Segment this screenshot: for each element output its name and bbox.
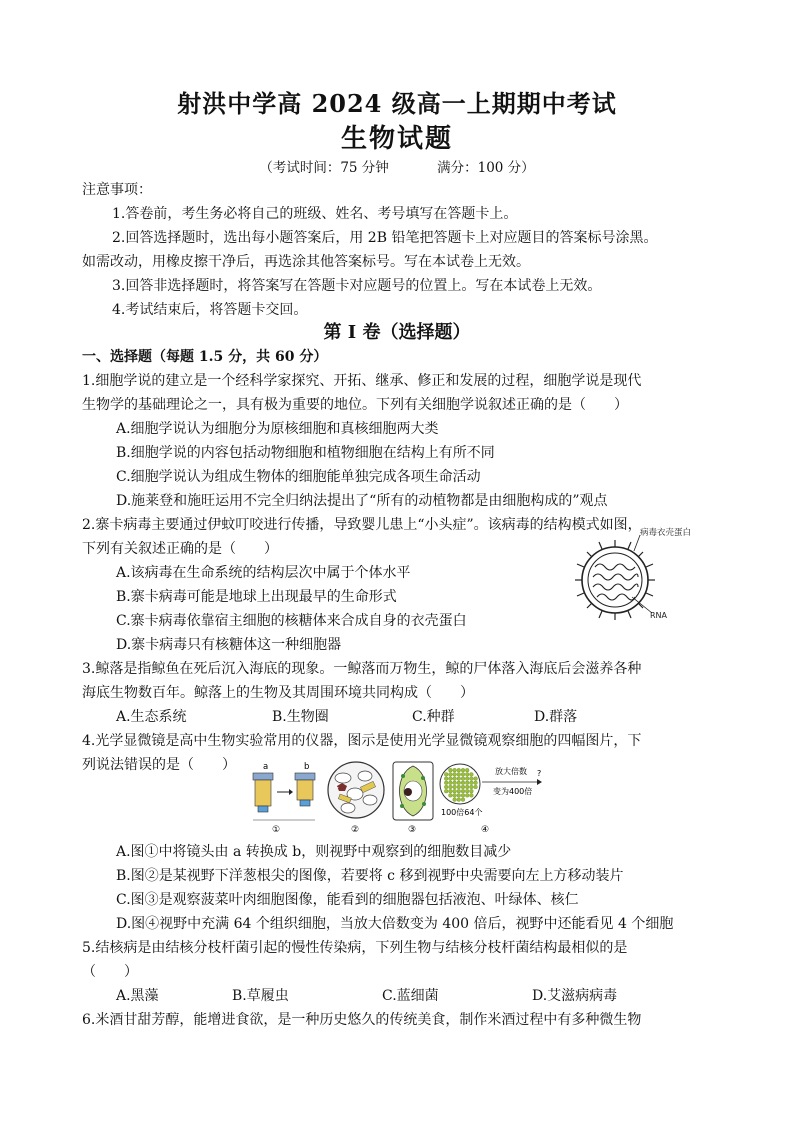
tissue-cell bbox=[465, 785, 469, 789]
tissue-cell bbox=[461, 768, 465, 772]
q5-option-d: D.艾滋病病毒 bbox=[532, 988, 618, 1004]
tissue-cell bbox=[444, 785, 448, 789]
q1-option-b: B.细胞学说的内容包括动物细胞和植物细胞在结构上有所不同 bbox=[116, 445, 495, 461]
q3-option-c: C.种群 bbox=[412, 709, 455, 725]
tissue-cell bbox=[453, 785, 457, 789]
tissue-cell bbox=[449, 794, 453, 798]
q4-option-a: A.图①中将镜头由 a 转换成 b，则视野中观察到的细胞数目减少 bbox=[116, 844, 512, 860]
tissue-cell bbox=[453, 789, 457, 793]
q5-option-a: A.黑藻 bbox=[116, 988, 159, 1004]
tissue-cell bbox=[470, 773, 474, 777]
note-item: 4.考试结束后，将答题卡交回。 bbox=[112, 302, 308, 318]
note-item: 1.答卷前，考生务必将自己的班级、姓名、考号填写在答题卡上。 bbox=[112, 206, 518, 222]
q1-option-d: D.施莱登和施旺运用不完全归纳法提出了“所有的动植物都是由细胞构成的”观点 bbox=[116, 493, 608, 509]
q1-stem: 1.细胞学说的建立是一个经科学家探究、开拓、继承、修正和发展的过程，细胞学说是现代 bbox=[82, 373, 642, 389]
tissue-cell bbox=[457, 773, 461, 777]
tissue-cell bbox=[457, 785, 461, 789]
q2-stem: 2.寨卡病毒主要通过伊蚊叮咬进行传播，导致婴儿患上“小头症”。该病毒的结构模式如图， bbox=[82, 517, 642, 533]
tissue-cell bbox=[457, 798, 461, 802]
tissue-cell bbox=[453, 768, 457, 772]
tissue-cell bbox=[474, 785, 478, 789]
exam-subject: 生物试题 bbox=[340, 124, 453, 154]
tissue-cell bbox=[453, 781, 457, 785]
label-a: a bbox=[263, 762, 269, 772]
q1-option-c: C.细胞学说认为组成生物体的细胞能单独完成各项生命活动 bbox=[116, 469, 481, 485]
q2-option-d: D.寨卡病毒只有核糖体这一种细胞器 bbox=[116, 637, 342, 653]
q4-option-b: B.图②是某视野下洋葱根尖的图像，若要将 c 移到视野中央需要向左上方移动装片 bbox=[116, 868, 624, 884]
objective-lens-a bbox=[253, 762, 273, 812]
tissue-cell bbox=[465, 777, 469, 781]
tissue-cell bbox=[457, 789, 461, 793]
tissue-cell bbox=[449, 777, 453, 781]
tissue-cell bbox=[461, 773, 465, 777]
tissue-cell bbox=[444, 773, 448, 777]
tissue-cell bbox=[461, 781, 465, 785]
note-item: 如需改动，用橡皮擦干净后，再选涂其他答案标号。写在本试卷上无效。 bbox=[82, 254, 530, 270]
virus-capsid-label: 病毒衣壳蛋白 bbox=[640, 528, 692, 538]
exam-info bbox=[0, 156, 794, 176]
cell-count-label: 100倍64个 bbox=[441, 808, 483, 817]
tissue-cell bbox=[449, 781, 453, 785]
arrow-icon bbox=[482, 779, 542, 785]
q3-stem: 3.鲸落是指鲸鱼在死后沉入海底的现象。一鲸落而万物生，鲸的尸体落入海底后会滋养各种 bbox=[82, 661, 642, 677]
tissue-cell bbox=[449, 768, 453, 772]
cell-field-view bbox=[440, 764, 480, 804]
question-mark: ? bbox=[537, 769, 542, 778]
q4-option-d: D.图④视野中充满 64 个组织细胞，当放大倍数变为 400 倍后，视野中还能看见 4 个细胞 bbox=[116, 916, 674, 932]
tissue-cell bbox=[453, 773, 457, 777]
leaf-cell-view bbox=[393, 762, 433, 820]
tissue-cell bbox=[465, 768, 469, 772]
tissue-cell bbox=[444, 777, 448, 781]
tissue-cell bbox=[449, 773, 453, 777]
label-c: c bbox=[335, 782, 339, 790]
part-heading: 一、选择题（每题 1.5 分，共 60 分） bbox=[82, 349, 328, 365]
tissue-cell bbox=[453, 798, 457, 802]
tissue-cell bbox=[461, 777, 465, 781]
note-item: 3.回答非选择题时，将答案写在答题卡对应题号的位置上。写在本试卷上无效。 bbox=[112, 278, 602, 294]
magnification-label: 变为400倍 bbox=[493, 787, 533, 796]
virus-diagram bbox=[560, 525, 710, 625]
q2-stem: 下列有关叙述正确的是（ ） bbox=[82, 541, 278, 557]
tissue-cell bbox=[449, 789, 453, 793]
virus-rna-label: RNA bbox=[650, 611, 668, 620]
tissue-cell bbox=[470, 785, 474, 789]
arrow-icon bbox=[277, 789, 293, 795]
virus-rna bbox=[593, 564, 638, 600]
q5-option-b: B.草履虫 bbox=[232, 988, 289, 1004]
q5-options bbox=[116, 986, 617, 1006]
tissue-cell bbox=[461, 785, 465, 789]
figure-number-3: ③ bbox=[408, 825, 417, 835]
label-b: b bbox=[304, 762, 310, 772]
q3-option-b: B.生物圈 bbox=[272, 709, 329, 725]
figure-number-2: ② bbox=[351, 825, 360, 835]
tissue-cell bbox=[470, 777, 474, 781]
notes-heading: 注意事项： bbox=[82, 182, 152, 198]
q3-option-d: D.群落 bbox=[534, 709, 578, 725]
q3-option-a: A.生态系统 bbox=[116, 709, 187, 725]
tissue-cell bbox=[470, 789, 474, 793]
tissue-cell bbox=[453, 794, 457, 798]
tissue-cell bbox=[461, 798, 465, 802]
tissue-cell bbox=[461, 794, 465, 798]
q5-option-c: C.蓝细菌 bbox=[382, 988, 439, 1004]
tissue-cell bbox=[470, 794, 474, 798]
exam-time: （考试时间：75 分钟 bbox=[259, 160, 389, 176]
figure-number-1: ① bbox=[272, 825, 281, 835]
tissue-cell bbox=[465, 789, 469, 793]
tissue-cell bbox=[465, 773, 469, 777]
q2-option-b: B.寨卡病毒可能是地球上出现最早的生命形式 bbox=[116, 589, 397, 605]
tissue-cell bbox=[444, 789, 448, 793]
tissue-cell bbox=[457, 768, 461, 772]
objective-lens-b bbox=[295, 762, 315, 806]
q2-option-c: C.寨卡病毒依靠宿主细胞的核糖体来合成自身的衣壳蛋白 bbox=[116, 613, 467, 629]
tissue-cell bbox=[465, 794, 469, 798]
q3-options bbox=[116, 707, 577, 727]
tissue-cell bbox=[465, 781, 469, 785]
note-item: 2.回答选择题时，选出每小题答案后，用 2B 铅笔把答题卡上对应题目的答案标号涂黑。 bbox=[112, 230, 658, 246]
magnification-label: 放大倍数 bbox=[495, 767, 527, 776]
tissue-cell bbox=[457, 794, 461, 798]
virus-capsid bbox=[575, 540, 655, 620]
q5-stem: （ ） bbox=[82, 964, 138, 980]
q4-stem: 列说法错误的是（ ） bbox=[82, 757, 236, 773]
tissue-cell bbox=[457, 777, 461, 781]
q1-option-a: A.细胞学说认为细胞分为原核细胞和真核细胞两大类 bbox=[116, 421, 439, 437]
tissue-cell bbox=[470, 781, 474, 785]
exam-score: 满分：100 分） bbox=[437, 160, 535, 176]
tissue-cell bbox=[453, 777, 457, 781]
figure-number-4: ④ bbox=[481, 825, 490, 835]
q3-stem: 海底生物数百年。鲸落上的生物及其周围环境共同构成（ ） bbox=[82, 685, 474, 701]
tissue-cell bbox=[474, 781, 478, 785]
q5-stem: 5.结核病是由结核分枝杆菌引起的慢性传染病，下列生物与结核分枝杆菌结构最相似的是 bbox=[82, 940, 628, 956]
root-tip-view bbox=[328, 762, 384, 818]
q4-stem: 4.光学显微镜是高中生物实验常用的仪器，图示是使用光学显微镜观察细胞的四幅图片，下 bbox=[82, 733, 642, 749]
tissue-cell bbox=[461, 789, 465, 793]
section-title: 第 I 卷（选择题） bbox=[323, 322, 471, 343]
tissue-cell bbox=[474, 777, 478, 781]
q1-stem: 生物学的基础理论之一，具有极为重要的地位。下列有关细胞学说叙述正确的是（ ） bbox=[82, 397, 628, 413]
tissue-cell bbox=[457, 781, 461, 785]
microscope-figure bbox=[245, 758, 545, 836]
q4-option-c: C.图③是观察菠菜叶肉细胞图像，能看到的细胞器包括液泡、叶绿体、核仁 bbox=[116, 892, 579, 908]
tissue-cell bbox=[444, 781, 448, 785]
q2-option-a: A.该病毒在生命系统的结构层次中属于个体水平 bbox=[116, 565, 411, 581]
exam-title: 射洪中学高 2024 级高一上期期中考试 bbox=[177, 89, 617, 118]
q6-stem: 6.米酒甘甜芳醇，能增进食欲，是一种历史悠久的传统美食，制作米酒过程中有多种微生物 bbox=[82, 1012, 642, 1028]
tissue-cell bbox=[449, 785, 453, 789]
